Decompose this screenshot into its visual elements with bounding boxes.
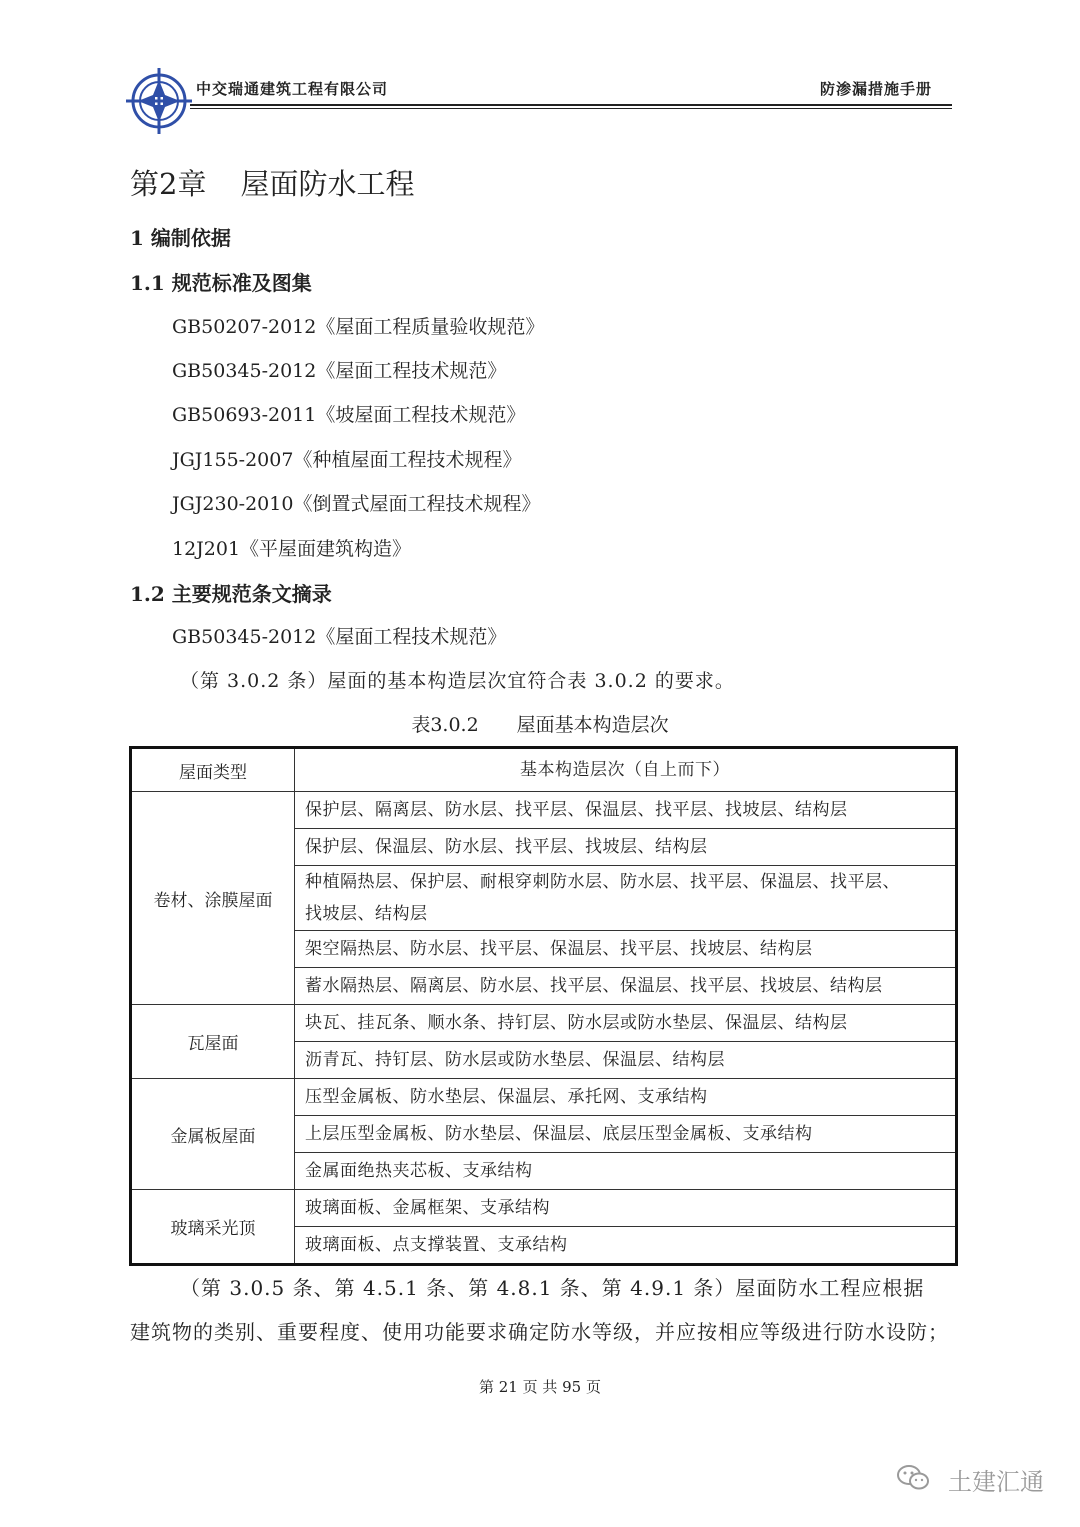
standard-item: JGJ155-2007《种植屋面工程技术规程》 bbox=[172, 449, 522, 471]
layer-cell: 保护层、隔离层、防水层、找平层、保温层、找平层、找坡层、结构层 bbox=[295, 792, 957, 829]
table-row bbox=[131, 1079, 957, 1116]
standard-item: GB50345-2012《屋面工程技术规范》 bbox=[172, 360, 507, 382]
layer-cell: 架空隔热层、防水层、找平层、保温层、找平层、找坡层、结构层 bbox=[295, 931, 957, 968]
chapter-number: 第2章 bbox=[130, 167, 207, 201]
header-company: 中交瑞通建筑工程有限公司 bbox=[196, 80, 389, 98]
watermark-text: 土建汇通 bbox=[948, 1468, 1044, 1496]
standard-item: JGJ230-2010《倒置式屋面工程技术规程》 bbox=[172, 493, 541, 515]
layer-cell: 玻璃面板、点支撑装置、支承结构 bbox=[295, 1227, 957, 1265]
layer-cell: 金属面绝热夹芯板、支承结构 bbox=[295, 1153, 957, 1190]
table-header-row bbox=[131, 748, 957, 792]
layer-cell: 块瓦、挂瓦条、顺水条、持钉层、防水层或防水垫层、保温层、结构层 bbox=[295, 1005, 957, 1042]
header-cell-type: 屋面类型 bbox=[131, 748, 295, 792]
header-rule-thin bbox=[190, 108, 952, 109]
header-rule bbox=[190, 104, 952, 106]
table-caption: 表3.0.2 屋面基本构造层次 bbox=[411, 714, 669, 736]
layer-cell: 保护层、保温层、防水层、找平层、找坡层、结构层 bbox=[295, 829, 957, 866]
section-heading-1-2: 1.2 主要规范条文摘录 bbox=[130, 582, 332, 606]
layer-cell: 蓄水隔热层、隔离层、防水层、找平层、保温层、找平层、找坡层、结构层 bbox=[295, 968, 957, 1005]
standard-item: GB50207-2012《屋面工程质量验收规范》 bbox=[172, 316, 545, 338]
layer-cell: 压型金属板、防水垫层、保温层、承托网、支承结构 bbox=[295, 1079, 957, 1116]
body-line-1: （第 3.0.5 条、第 4.5.1 条、第 4.8.1 条、第 4.9.1 条）屋面防水工程应根据 bbox=[180, 1276, 925, 1300]
section-heading-1: 1 编制依据 bbox=[130, 226, 231, 250]
standard-item: 12J201《平屋面建筑构造》 bbox=[172, 538, 412, 560]
header-cell-layers: 基本构造层次（自上而下） bbox=[295, 748, 957, 792]
chapter-title: 屋面防水工程 bbox=[240, 167, 415, 201]
excerpt-standard: GB50345-2012《屋面工程技术规范》 bbox=[172, 626, 507, 648]
roof-type-cell: 金属板屋面 bbox=[131, 1079, 295, 1190]
standard-item: GB50693-2011《坡屋面工程技术规范》 bbox=[172, 404, 526, 426]
header-manual-title: 防渗漏措施手册 bbox=[819, 80, 932, 98]
layer-cell: 沥青瓦、持钉层、防水层或防水垫层、保温层、结构层 bbox=[295, 1042, 957, 1079]
layer-cell bbox=[295, 866, 957, 931]
excerpt-clause: （第 3.0.2 条）屋面的基本构造层次宜符合表 3.0.2 的要求。 bbox=[180, 670, 735, 692]
section-heading-1-1: 1.1 规范标准及图集 bbox=[130, 271, 312, 295]
roof-type-cell: 卷材、涂膜屋面 bbox=[131, 792, 295, 1005]
roof-layers-table bbox=[129, 746, 958, 1266]
table-row bbox=[131, 1190, 957, 1227]
roof-type-cell: 玻璃采光顶 bbox=[131, 1190, 295, 1265]
table-row bbox=[131, 792, 957, 829]
wechat-icon bbox=[896, 1464, 930, 1492]
roof-type-cell: 瓦屋面 bbox=[131, 1005, 295, 1079]
layer-cell-line: 找坡层、结构层 bbox=[305, 904, 428, 924]
layer-cell-line: 种植隔热层、保护层、耐根穿刺防水层、防水层、找平层、保温层、找平层、 bbox=[305, 872, 900, 892]
table-row bbox=[131, 1005, 957, 1042]
company-logo bbox=[126, 68, 192, 134]
layer-cell: 玻璃面板、金属框架、支承结构 bbox=[295, 1190, 957, 1227]
body-line-2: 建筑物的类别、重要程度、使用功能要求确定防水等级，并应按相应等级进行防水设防； bbox=[130, 1320, 949, 1344]
page-number: 第 21 页 共 95 页 bbox=[478, 1378, 601, 1396]
chapter-heading bbox=[130, 162, 414, 203]
layer-cell: 上层压型金属板、防水垫层、保温层、底层压型金属板、支承结构 bbox=[295, 1116, 957, 1153]
